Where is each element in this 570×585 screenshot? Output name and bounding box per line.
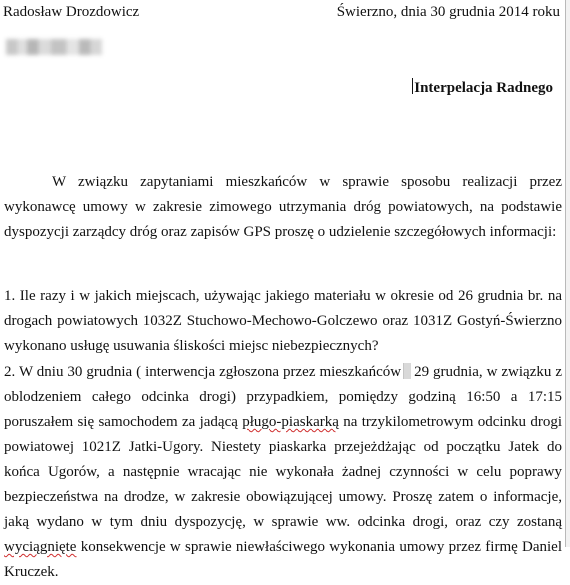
question-2-part-1: 2. W dniu 30 grudnia ( interwencja zgłoszona przez mieszkańców [4,364,402,380]
document-title-line [412,77,553,99]
question-2-part-4: konsekwencje w sprawie niewłaściwego wykonania umowy przez firmę Daniel Kruczek. [4,539,562,580]
question-2-part-2: 29 grudnia, w związku z oblodzeniem całego odcinka drogi) przypadkiem, pomiędzy godziną 16:50 a 17:15 poruszałem się samochodem za jadącą [4,364,562,430]
redacted-text [6,39,102,55]
document-header [3,1,560,23]
intro-paragraph: W związku zapytaniami mieszkańców w sprawie sposobu realizacji przez wykonawcę umowy w zakresie zimowego utrzymania dróg powiatowych, na podstawie dyspozycji zarządcy dróg oraz zapisów GPS proszę o udzielenie szczegółowych informacji: [4,174,562,240]
place-and-date: Świerzno, dnia 30 grudnia 2014 roku [336,4,560,20]
spellcheck-word: pługo-piaskarką [242,414,339,430]
formatting-mark [403,363,411,379]
author-name: Radosław Drozdowicz [3,4,140,20]
page-edge [565,0,570,547]
question-2-paragraph [4,360,562,585]
question-1-paragraph: 1. Ile razy i w jakich miejscach, używając jakiego materiału w okresie od 26 grudnia br. na drogach powiatowych 1032Z Stuchowo-Mechowo-Golczewo oraz 1031Z Gostyń-Świerzno wykonano usługę usuwania śliskości miejsc niebezpiecznych? [4,288,562,354]
question-2-part-3: na trzykilometrowym odcinku drogi powiatowej 1021Z Jatki-Ugory. Niestety piaskarka przejeżdżając od początku Jatek do końca Ugorów, a następnie wracając nie wykonała żadnej czynności w celu poprawy bezpieczeństwa na drodze, w zakresie obowiązującej umowy. Proszę zatem o informacje, jaką wydano w tym dniu dyspozycję, w sprawie ww. odcinka drogi, oraz czy zostaną [4,414,563,530]
document-title: Interpelacja Radnego [414,80,553,96]
spellcheck-word: wyciągnięte [4,539,77,555]
